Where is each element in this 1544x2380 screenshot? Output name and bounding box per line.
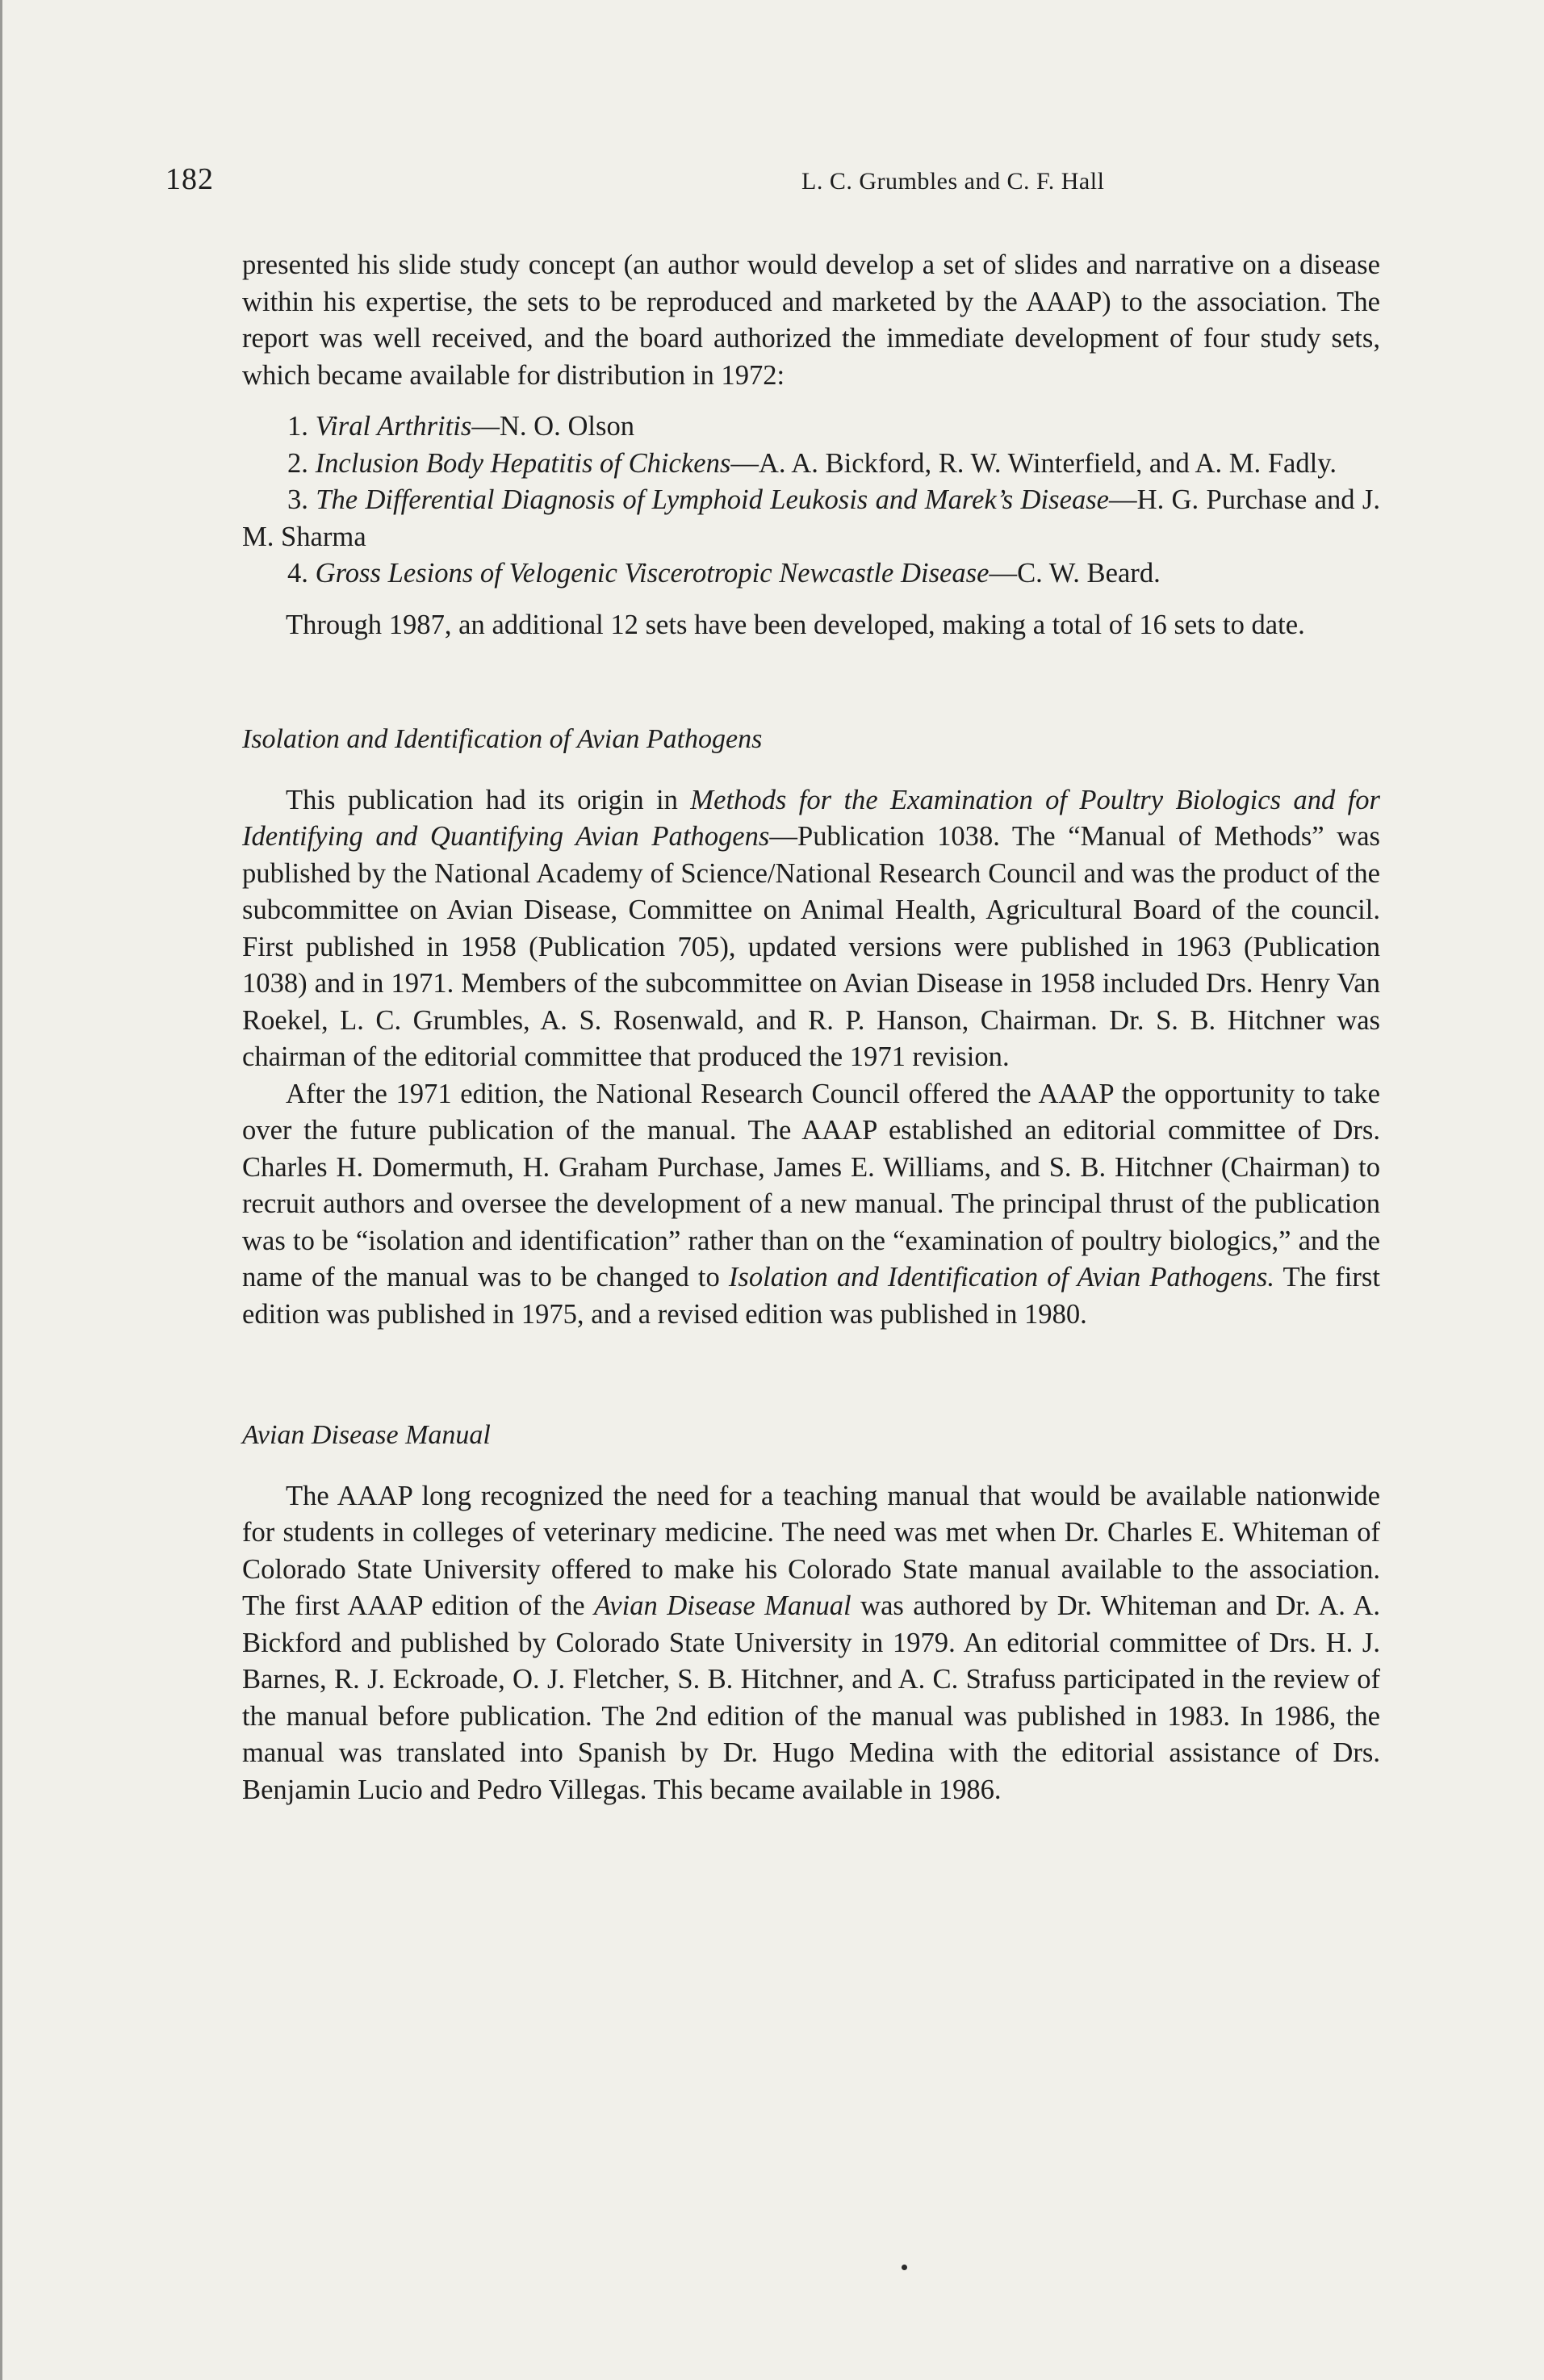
set-title: Viral Arthritis — [315, 411, 472, 442]
running-head: L. C. Grumbles and C. F. Hall — [801, 168, 1105, 195]
list-number: 4. — [287, 558, 308, 589]
set-title: The Differential Diagnosis of Lymphoid Leukosis and Marek’s Disease — [316, 484, 1110, 515]
isolation-paragraph-2 — [242, 1076, 1380, 1334]
intro-paragraph: presented his slide study concept (an author would develop a set of slides and narrative on a disease within his expertise, the sets to be reproduced and marketed by the AAAP) to the association. The report was well received, and the board authorized the immediate development of four study sets, which became available for distribution in 1972: — [242, 249, 1380, 391]
set-title: Inclusion Body Hepatitis of Chickens — [315, 447, 731, 479]
set-authors: —H. G. Purchase and J. M. Sharma — [242, 484, 1380, 552]
section-heading-manual: Avian Disease Manual — [242, 1420, 491, 1450]
list-number: 3. — [287, 484, 308, 515]
manual-paragraph-1 — [242, 1478, 1380, 1809]
list-item — [242, 409, 1380, 446]
page-number: 182 — [165, 162, 214, 196]
set-title: Gross Lesions of Velogenic Viscerotropic Newcastle Disease — [315, 558, 990, 589]
set-authors: —A. A. Bickford, R. W. Winterfield, and A. M. Fadly. — [730, 447, 1337, 479]
ink-dot — [902, 2265, 907, 2270]
set-authors: —N. O. Olson — [471, 411, 635, 442]
list-number: 1. — [287, 411, 308, 442]
list-item — [242, 555, 1380, 593]
text-run: was authored by Dr. Whiteman and Dr. A. A. Bickford and published by Colorado State University in 1979. An editorial committee of Drs. H. J. Barnes, R. J. Eckroade, O. J. Fletcher, S. B. Hitchner, and A. C. Strafuss participated in the review of the manual before publication. The 2nd edition of the manual was published in 1983. In 1986, the manual was translated into Spanish by Dr. Hugo Medina with the editorial assistance of Drs. Benjamin Lucio and Pedro Villegas. This became available in 1986. — [242, 1590, 1380, 1805]
page-edge — [0, 0, 2, 2380]
publication-title: Avian Disease Manual — [594, 1590, 852, 1621]
publication-title: Methods for the Examination of Poultry Biologics and for Identifying and Quantifying Avian Pathogens — [242, 784, 1380, 852]
slide-set-list — [242, 409, 1380, 593]
page-header — [165, 161, 1380, 202]
text-run: The first edition was published in 1975, and a revised edition was published in 1980. — [242, 1262, 1380, 1330]
list-item — [242, 446, 1380, 483]
list-number: 2. — [287, 447, 308, 479]
text-run: —Publication 1038. The “Manual of Methods” was published by the National Academy of Science/National Research Council and was the product of the subcommittee on Avian Disease, Committee on Animal Health, Agricultural Board of the council. First published in 1958 (Publication 705), updated versions were published in 1963 (Publication 1038) and in 1971. Members of the subcommittee on Avian Disease in 1958 included Drs. Henry Van Roekel, L. C. Grumbles, A. S. Rosenwald, and R. P. Hanson, Chairman. Dr. S. B. Hitchner was chairman of the editorial committee that produced the 1971 revision. — [242, 821, 1381, 1072]
publication-title: Isolation and Identification of Avian Pathogens. — [728, 1262, 1274, 1293]
text-run: The AAAP long recognized the need for a teaching manual that would be available nationwide for students in colleges of veterinary medicine. The need was met when Dr. Charles E. Whiteman of Colorado State University offered to make his Colorado State manual available to the association. The first AAAP edition of the — [242, 1480, 1380, 1621]
set-authors: —C. W. Beard. — [989, 558, 1161, 589]
isolation-paragraph-1 — [242, 782, 1380, 1076]
text-run: This publication had its origin in — [286, 784, 691, 815]
through-1987-paragraph: Through 1987, an additional 12 sets have been developed, making a total of 16 sets to date. — [286, 609, 1305, 640]
page-body — [242, 247, 1380, 1808]
text-run: After the 1971 edition, the National Research Council offered the AAAP the opportunity to take over the future publication of the manual. The AAAP established an editorial committee of Drs. Charles H. Domermuth, H. Graham Purchase, James E. Williams, and S. B. Hitchner (Chairman) to recruit authors and oversee the development of a new manual. The principal thrust of the publication was to be “isolation and identification” rather than on the “examination of poultry biologics,” and the name of the manual was to be changed to — [242, 1078, 1380, 1293]
section-heading-isolation: Isolation and Identification of Avian Pathogens — [242, 724, 763, 754]
list-item — [242, 482, 1380, 555]
